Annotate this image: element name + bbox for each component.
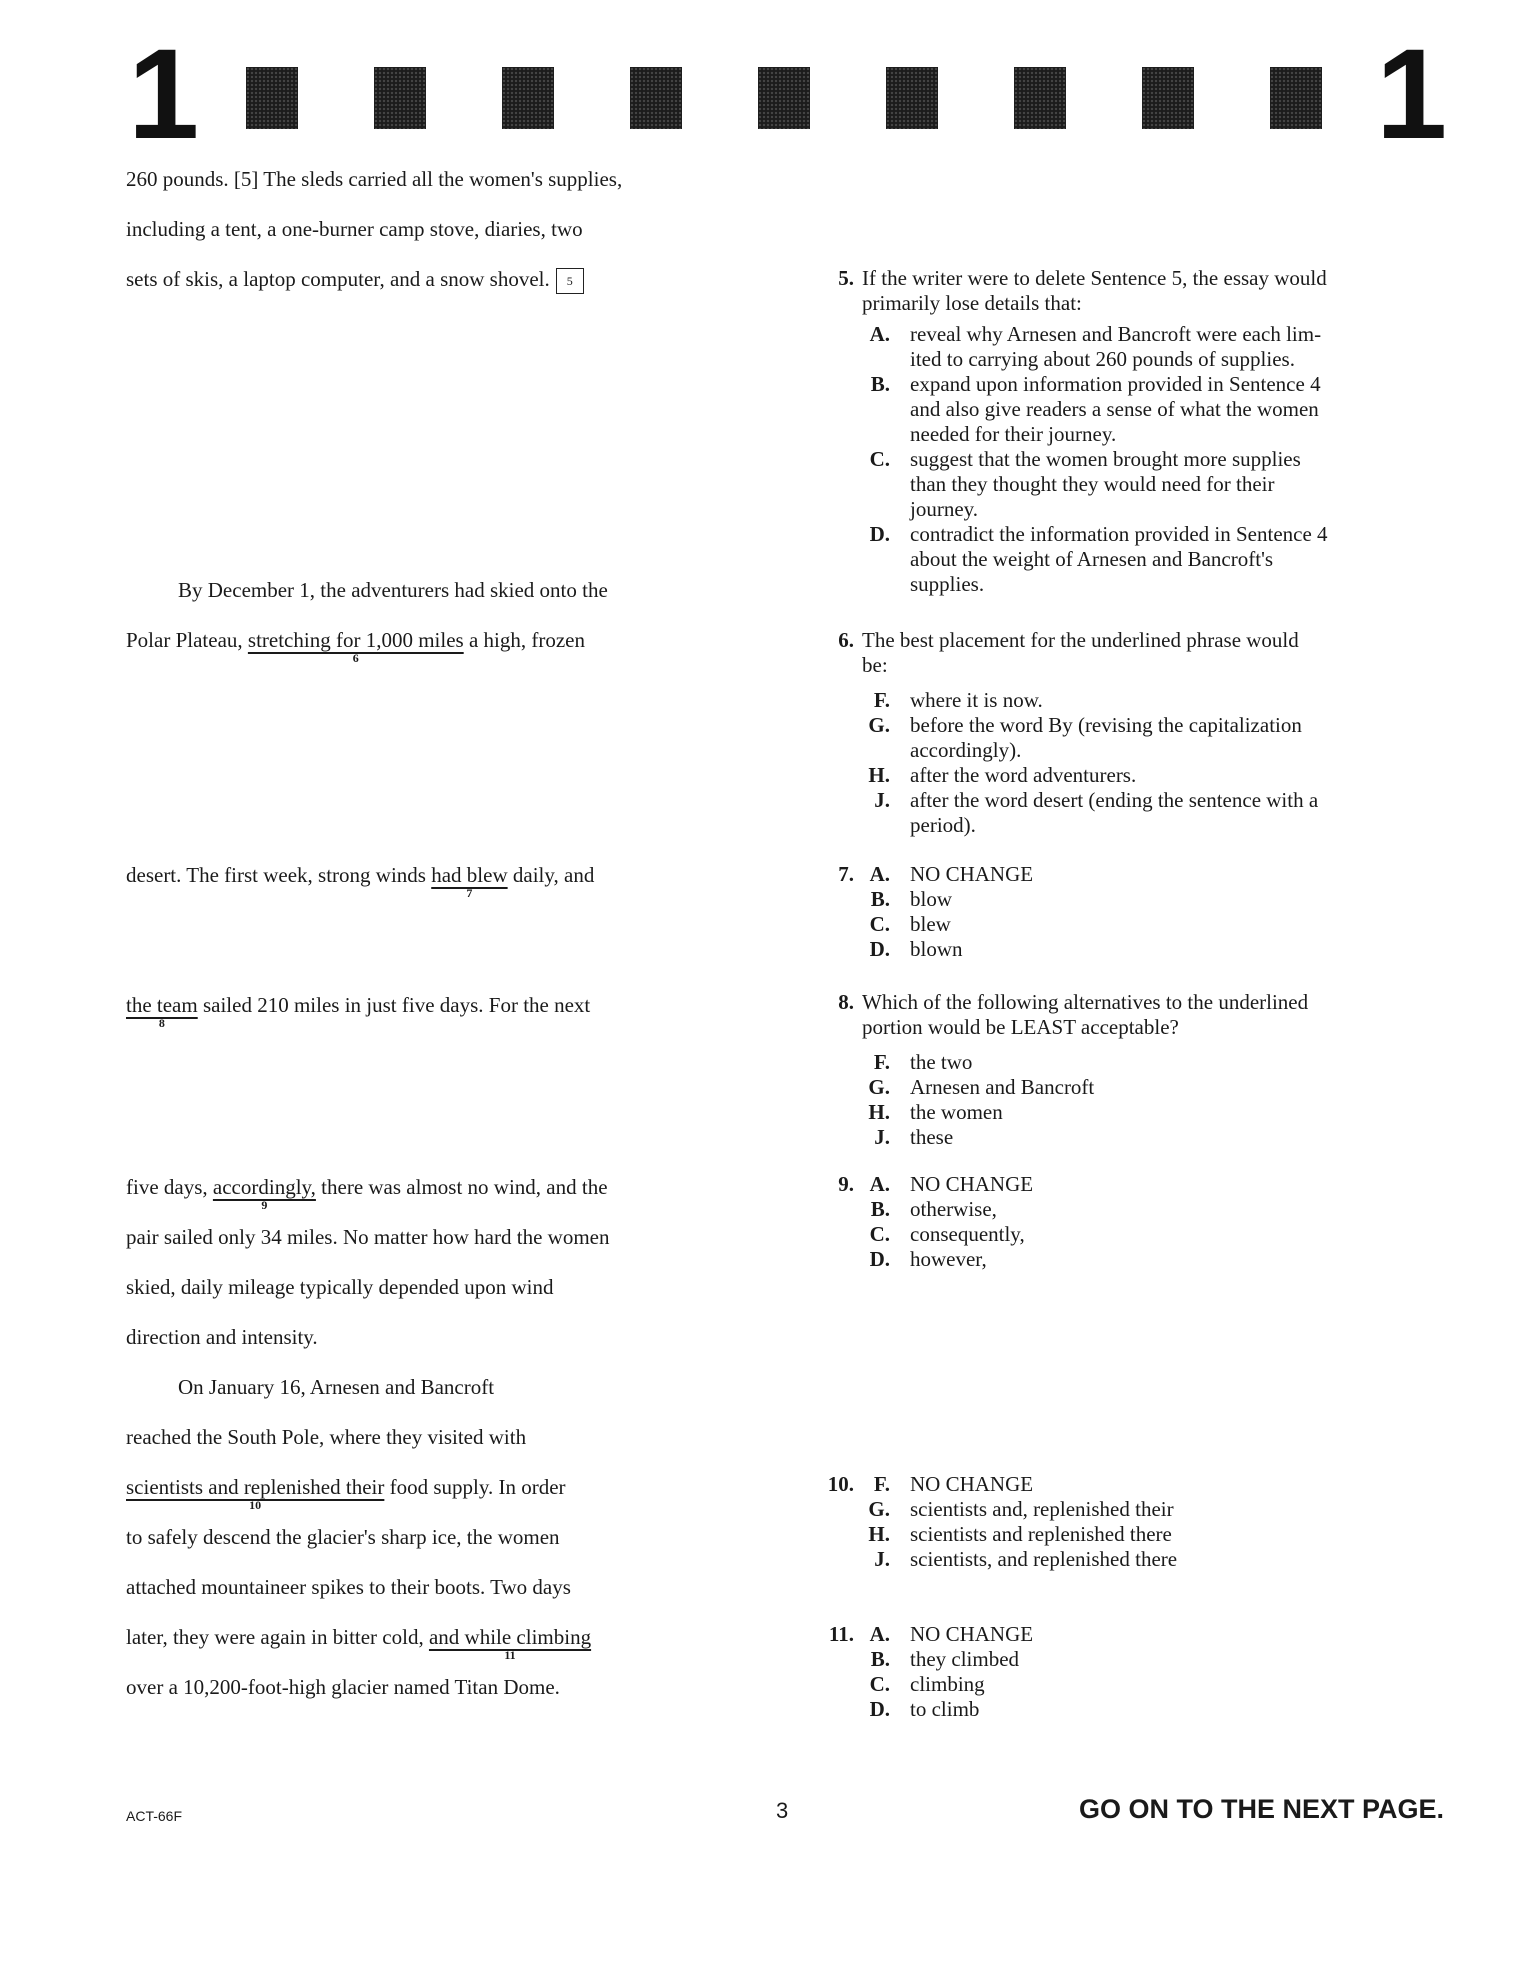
answer-option[interactable]: [810, 372, 1450, 447]
answer-option[interactable]: [810, 912, 1450, 937]
passage-line: On January 16, Arnesen and Bancroft: [178, 1375, 495, 1399]
option-line: reveal why Arnesen and Bancroft were each lim-: [910, 322, 1322, 346]
option-line: NO CHANGE: [910, 1622, 1034, 1646]
option-line: NO CHANGE: [910, 1172, 1034, 1196]
header-block: [374, 67, 426, 129]
passage-line: [126, 1472, 566, 1512]
option-line: however,: [910, 1247, 987, 1271]
option-line: suggest that the women brought more supplies: [910, 447, 1301, 471]
stem-line: If the writer were to delete Sentence 5, the essay would: [862, 266, 1327, 290]
option-line: scientists and replenished there: [910, 1522, 1172, 1546]
underline-number: 11: [504, 1648, 516, 1662]
question-stem: [862, 266, 1450, 316]
option-line: needed for their journey.: [910, 422, 1117, 446]
option-line: blow: [910, 887, 952, 911]
option-line: supplies.: [910, 572, 985, 596]
passage-text: there was almost no wind, and the: [321, 1175, 608, 1199]
answer-option[interactable]: [810, 1100, 1450, 1125]
next-page-notice: GO ON TO THE NEXT PAGE.: [1078, 1794, 1444, 1824]
header-block: [758, 67, 810, 129]
option-letter: G.: [868, 713, 890, 737]
option-line: accordingly).: [910, 738, 1022, 762]
underlined-portion-10: [126, 1472, 385, 1512]
option-letter: C.: [869, 447, 890, 471]
passage-line: to safely descend the glacier's sharp ice, the women: [126, 1525, 560, 1549]
option-line: ited to carrying about 260 pounds of supplies.: [910, 347, 1295, 371]
question-number: 6.: [838, 628, 854, 652]
underline-number: 9: [261, 1198, 268, 1212]
question-10: [810, 1472, 1450, 1572]
option-line: blew: [910, 912, 951, 936]
stem-line: Which of the following alternatives to the underlined: [862, 990, 1309, 1014]
option-letter: F.: [873, 688, 890, 712]
answer-option[interactable]: [810, 887, 1450, 912]
option-line: than they thought they would need for their: [910, 472, 1275, 496]
passage-text: five days,: [126, 1175, 208, 1199]
stem-line: be:: [862, 653, 888, 677]
answer-option[interactable]: [810, 1172, 1450, 1197]
option-letter: F.: [873, 1472, 890, 1496]
question-box-number: 5: [556, 268, 584, 294]
answer-option[interactable]: [810, 522, 1450, 597]
question-stem: [862, 628, 1450, 678]
underlined-portion-9: [212, 1172, 316, 1212]
option-line: the two: [910, 1050, 973, 1074]
option-line: expand upon information provided in Sentence 4: [910, 372, 1321, 396]
option-line: journey.: [910, 497, 979, 521]
question-11: [810, 1622, 1450, 1722]
answer-option[interactable]: [810, 1497, 1450, 1522]
header-block: [246, 67, 298, 129]
question-number: 9.: [838, 1172, 854, 1196]
underline-number: 10: [249, 1498, 262, 1512]
answer-option[interactable]: [810, 1697, 1450, 1722]
question-8: [810, 990, 1450, 1150]
underlined-text: and while climbing: [428, 1625, 592, 1649]
passage-line: [126, 1172, 608, 1212]
option-letter: H.: [868, 763, 890, 787]
passage-text: food supply. In order: [389, 1475, 566, 1499]
option-letter: B.: [870, 887, 890, 911]
answer-option[interactable]: [810, 713, 1450, 763]
option-line: they climbed: [910, 1647, 1020, 1671]
header-block: [1142, 67, 1194, 129]
option-line: Arnesen and Bancroft: [910, 1075, 1095, 1099]
section-number-right: 1: [1376, 23, 1448, 166]
option-line: after the word desert (ending the sentence with a: [910, 788, 1319, 812]
passage-line: skied, daily mileage typically depended upon wind: [126, 1275, 554, 1299]
underlined-text: the team: [126, 993, 198, 1017]
header-block: [630, 67, 682, 129]
question-number: 5.: [838, 266, 854, 290]
passage-text: desert. The first week, strong winds: [126, 863, 426, 887]
option-letter: J.: [874, 1125, 890, 1149]
question-6: [810, 628, 1450, 838]
passage-line: By December 1, the adventurers had skied onto the: [178, 578, 608, 602]
question-9: [810, 1172, 1450, 1272]
option-letter: A.: [869, 1172, 890, 1196]
option-letter: C.: [869, 1222, 890, 1246]
underlined-text: stretching for 1,000 miles: [247, 628, 464, 652]
underline-number: 8: [158, 1016, 165, 1030]
option-line: and also give readers a sense of what the women: [910, 397, 1319, 421]
section-number-left: 1: [128, 23, 200, 166]
option-letter: F.: [873, 1050, 890, 1074]
option-line: before the word By (revising the capitalization: [910, 713, 1302, 737]
option-letter: A.: [869, 1622, 890, 1646]
underline-number: 6: [352, 651, 359, 665]
underlined-text: had blew: [431, 863, 508, 887]
passage-text: a high, frozen: [468, 628, 585, 652]
question-stem: [862, 990, 1450, 1040]
question-number: 10.: [827, 1472, 854, 1496]
option-line: scientists, and replenished there: [910, 1547, 1178, 1571]
option-letter: D.: [869, 522, 890, 546]
passage-line: pair sailed only 34 miles. No matter how hard the women: [126, 1225, 610, 1249]
option-letter: J.: [874, 788, 890, 812]
answer-option[interactable]: [810, 1075, 1450, 1100]
stem-line: primarily lose details that:: [862, 291, 1082, 315]
passage-line: [126, 1622, 592, 1662]
form-code: ACT-66F: [126, 1808, 183, 1824]
option-letter: H.: [868, 1100, 890, 1124]
header-block: [886, 67, 938, 129]
option-line: contradict the information provided in Sentence 4: [910, 522, 1328, 546]
option-letter: J.: [874, 1547, 890, 1571]
passage-line: including a tent, a one-burner camp stove, diaries, two: [126, 217, 583, 241]
section-header: [0, 23, 1534, 166]
answer-option[interactable]: [810, 862, 1450, 887]
option-line: to climb: [910, 1697, 980, 1721]
option-letter: D.: [869, 1697, 890, 1721]
option-letter: H.: [868, 1522, 890, 1546]
underlined-portion-6: [247, 625, 464, 665]
option-line: the women: [910, 1100, 1003, 1124]
passage-line: 260 pounds. [5] The sleds carried all the women's supplies,: [126, 167, 623, 191]
underlined-portion-11: [428, 1622, 592, 1662]
answer-option[interactable]: [810, 1197, 1450, 1222]
question-number: 8.: [838, 990, 854, 1014]
answer-option[interactable]: [810, 1622, 1450, 1647]
answer-option[interactable]: [810, 1247, 1450, 1272]
option-letter: D.: [869, 937, 890, 961]
option-line: after the word adventurers.: [910, 763, 1137, 787]
header-block: [502, 67, 554, 129]
answer-option[interactable]: [810, 788, 1450, 838]
underlined-text: scientists and replenished their: [126, 1475, 385, 1499]
passage-line: [126, 264, 584, 294]
option-line: where it is now.: [910, 688, 1043, 712]
passage-text: daily, and: [512, 863, 595, 887]
option-line: consequently,: [910, 1222, 1025, 1246]
option-line: blown: [910, 937, 963, 961]
question-number: 7.: [838, 862, 854, 886]
option-line: climbing: [910, 1672, 985, 1696]
option-line: otherwise,: [910, 1197, 997, 1221]
option-letter: A.: [869, 862, 890, 886]
answer-option[interactable]: [810, 1050, 1450, 1075]
answer-option[interactable]: [810, 1222, 1450, 1247]
option-letter: A.: [869, 322, 890, 346]
header-block: [1014, 67, 1066, 129]
option-letter: B.: [870, 1647, 890, 1671]
option-letter: D.: [869, 1247, 890, 1271]
option-line: NO CHANGE: [910, 1472, 1034, 1496]
underlined-text: accordingly,: [212, 1175, 316, 1199]
passage-text: sailed 210 miles in just five days. For the next: [202, 993, 591, 1017]
passage-line: direction and intensity.: [126, 1325, 318, 1349]
answer-option[interactable]: [810, 1647, 1450, 1672]
answer-option[interactable]: [810, 322, 1450, 372]
header-block: [1270, 67, 1322, 129]
passage-line: [126, 625, 585, 665]
option-letter: B.: [870, 372, 890, 396]
stem-line: The best placement for the underlined phrase would: [862, 628, 1299, 652]
passage-text: sets of skis, a laptop computer, and a snow shovel.: [126, 267, 550, 291]
option-letter: G.: [868, 1075, 890, 1099]
option-letter: G.: [868, 1497, 890, 1521]
option-line: period).: [910, 813, 976, 837]
option-line: about the weight of Arnesen and Bancroft's: [910, 547, 1274, 571]
question-7: [810, 862, 1450, 962]
option-letter: C.: [869, 1672, 890, 1696]
answer-option[interactable]: [810, 1125, 1450, 1150]
page-number: 3: [776, 1798, 789, 1823]
option-letter: B.: [870, 1197, 890, 1221]
answer-option[interactable]: [810, 937, 1450, 962]
passage-line: [126, 990, 591, 1030]
passage-line: attached mountaineer spikes to their boots. Two days: [126, 1575, 571, 1599]
option-letter: C.: [869, 912, 890, 936]
option-line: scientists and, replenished their: [910, 1497, 1174, 1521]
answer-option[interactable]: [810, 1672, 1450, 1697]
option-line: NO CHANGE: [910, 862, 1034, 886]
answer-option[interactable]: [810, 1547, 1450, 1572]
passage-line: reached the South Pole, where they visited with: [126, 1425, 527, 1449]
stem-line: portion would be LEAST acceptable?: [862, 1015, 1179, 1039]
answer-option[interactable]: [810, 1522, 1450, 1547]
passage-line: over a 10,200-foot-high glacier named Titan Dome.: [126, 1675, 560, 1699]
answer-option[interactable]: [810, 688, 1450, 713]
answer-option[interactable]: [810, 447, 1450, 522]
question-5: [810, 266, 1450, 597]
answer-option[interactable]: [810, 763, 1450, 788]
answer-option[interactable]: [810, 1472, 1450, 1497]
passage-line: [126, 860, 595, 900]
question-number: 11.: [828, 1622, 854, 1646]
passage-text: Polar Plateau,: [126, 628, 243, 652]
passage-text: later, they were again in bitter cold,: [126, 1625, 424, 1649]
underline-number: 7: [466, 886, 473, 900]
option-line: these: [910, 1125, 954, 1149]
underlined-portion-8: [126, 990, 198, 1030]
underlined-portion-7: [431, 860, 508, 900]
